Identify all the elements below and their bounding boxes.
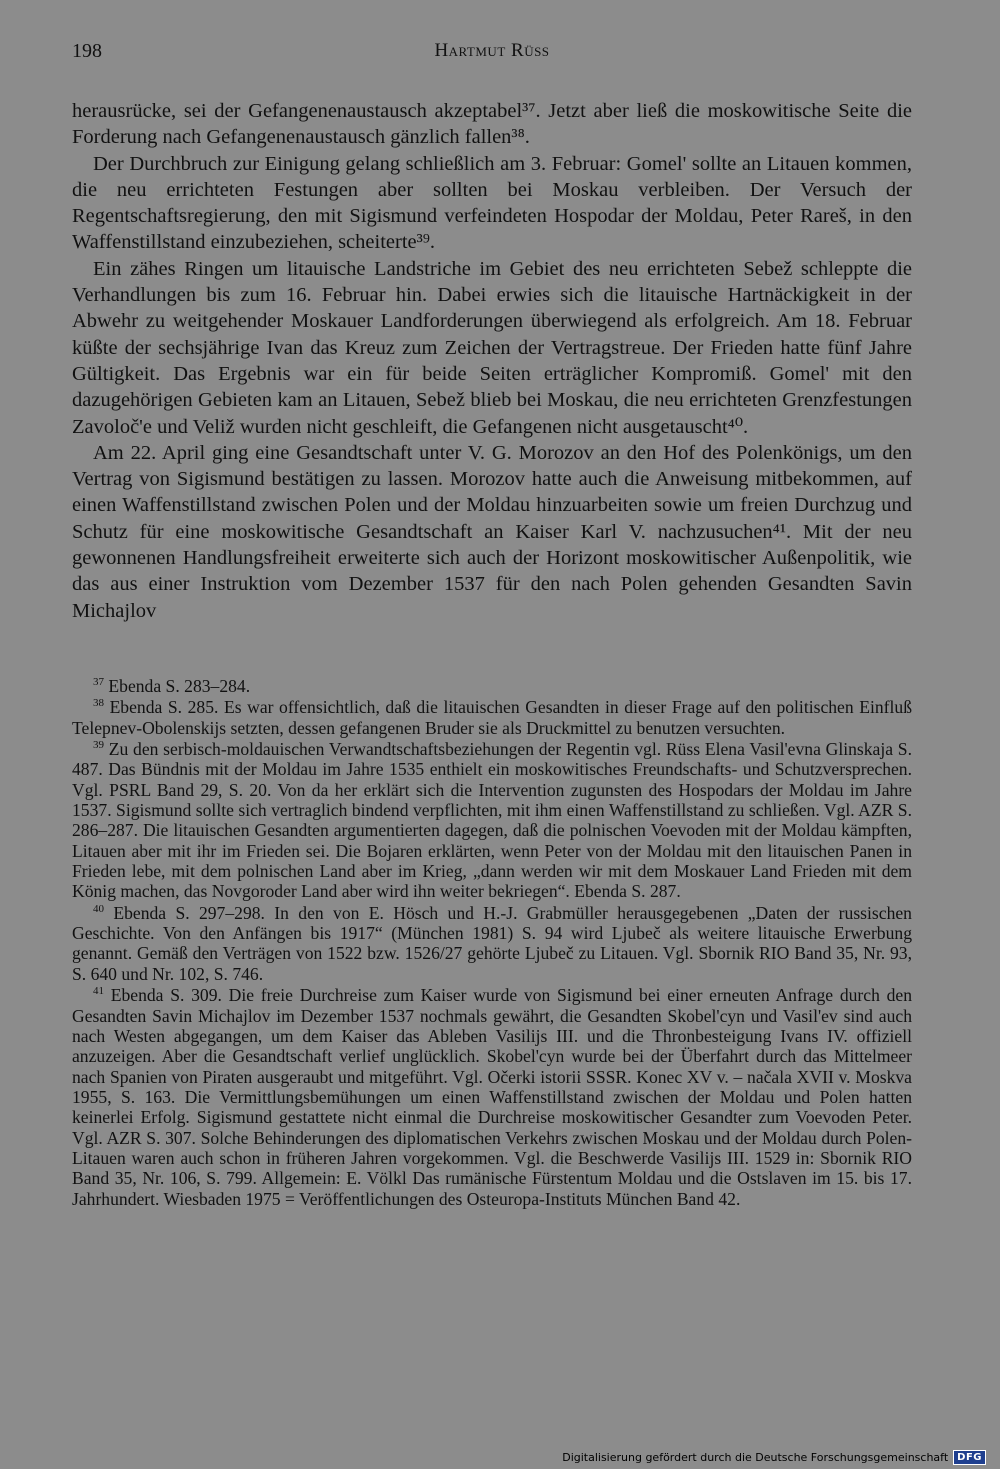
dfg-logo: DFG [953,1450,986,1465]
paragraph: Ein zähes Ringen um litauische Landstriche im Gebiet des neu errichteten Sebež schleppte die Verhandlungen bis zum 16. Februar hin. Dabei erwies sich die litauische Hartnäckigkeit in der Abwehr zu weitgehender Moskauer Landforderungen überwiegend als erfolgreich. Am 18. Februar küßte der sechsjährige Ivan das Kreuz zum Zeichen der Vertragstreue. Der Frieden hatte fünf Jahre Gültigkeit. Das Ergebnis war ein für beide Seiten erträglicher Kompromiß. Gomel' mit den dazugehörigen Gebieten kam an Litauen, Sebež blieb bei Moskau, die neu errichteten Grenzfestungen Zavoloč'e und Velіž wurden nicht geschleift, die Gefangenen nicht ausgetauscht⁴⁰. [72,257,912,438]
page-number: 198 [72,40,102,62]
footnote-number: 41 [93,985,104,998]
credit-text: Digitalisierung gefördert durch die Deutsche Forschungsgemeinschaft [562,1451,949,1464]
footnote-text: Ebenda S. 285. Es war offensichtlich, daß die litauischen Gesandten in dieser Frage auf den politischen Einfluß Telepnev-Obolenskijs setzten, dessen gefangenen Bruder sie als Druckmittel zu benutzen versuchten. [72,697,912,738]
footnote-text: Zu den serbisch-moldauischen Verwandtschaftsbeziehungen der Regentin vgl. Rüss Elena Vasil'evna Glinskaja S. 487. Das Bündnis mit der Moldau im Jahre 1535 enthielt ein moskowitisches Freundschafts- und Schutzversprechen. Vgl. PSRL Band 29, S. 20. Von da her erklärt sich die Intervention zugunsten des Hospodars der Moldau im Jahre 1537. Sigismund sollte sich vertraglich bindend verpflichten, mit ihm einen Waffenstillstand zu schließen. Vgl. AZR S. 286–287. Die litauischen Gesandten argumentierten dagegen, daß die polnischen Voevoden mit der Moldau kämpften, Litauen aber mit ihr im Frieden sei. Die Bojaren erklärten, wenn Peter von der Moldau mit den litauischen Panen in Frieden lebe, mit dem polnischen Land aber im Krieg, „dann werden wir mit dem Moskauer Land Frieden mit dem König machen, das Novgoroder Land aber wird ihn weiter bekriegen“. Ebenda S. 287. [72,739,912,902]
footnotes-section [72,676,912,1210]
footnote-text: Ebenda S. 297–298. In den von E. Hösch und H.-J. Grabmüller herausgegebenen „Daten der russischen Geschichte. Von den Anfängen bis 1917“ (München 1981) S. 94 wird Ljubeč als weitere litauische Erwerbung genannt. Gemäß den Verträgen von 1522 bzw. 1526/27 gehörte Ljubeč zu Litauen. Vgl. Sbornik RIO Band 35, Nr. 93, S. 640 und Nr. 102, S. 746. [72,902,912,984]
page-header [72,40,912,70]
footnote-text: Ebenda S. 309. Die freie Durchreise zum Kaiser wurde von Sigismund bei einer erneuten Anfrage durch den Gesandten Savin Michajlov im Dezember 1537 nochmals gewährt, die Gesandten Skobel'cyn und Vasil'ev sind auch nach Westen abgegangen, um dem Kaiser das Ableben Vasilijs III. und die Thronbesteigung Ivans IV. offiziell anzuzeigen. Aber die Gesandtschaft verlief unglücklich. Skobel'cyn wurde bei der Überfahrt durch das Mittelmeer nach Spanien von Piraten ausgeraubt und mitgeführt. Vgl. Očerki istorii SSSR. Konec XV v. – načala XVII v. Moskva 1955, S. 163. Die Vermittlungsbemühungen um einen Waffenstillstand zwischen der Moldau und Polen hatten keinerlei Erfolg. Sigismund gestattete nicht einmal die Durchreise moskowitischer Gesandter zum Voevoden Peter. Vgl. AZR S. 307. Solche Behinderungen des diplomatischen Verkehrs zwischen Moskau und der Moldau durch Polen-Litauen waren auch schon in früheren Jahren vorgekommen. Vgl. die Beschwerde Vasilijs III. 1529 in: Sbornik RIO Band 35, Nr. 106, S. 799. Allgemein: E. Völkl Das rumänische Fürstentum Moldau und die Ostslaven im 15. bis 17. Jahrhundert. Wiesbaden 1975 = Veröffentlichungen des Osteuropa-Instituts München Band 42. [72,985,912,1209]
footnote-text: Ebenda S. 283–284. [108,676,251,696]
paragraph: herausrücke, sei der Gefangenenaustausch akzeptabel³⁷. Jetzt aber ließ die moskowitische Seite die Forderung nach Gefangenenaustausch gänzlich fallen³⁸. [72,100,912,149]
footnote [72,676,912,696]
footnote [72,903,912,984]
paragraph: Der Durchbruch zur Einigung gelang schließlich am 3. Februar: Gomel' sollte an Litauen kommen, die neu errichteten Festungen aber sollten bei Moskau verbleiben. Der Versuch der Regentschaftsregierung, den mit Sigismund verfeindeten Hospodar der Moldau, Peter Rareš, in den Waffenstillstand einzubeziehen, scheiterte³⁹. [72,152,912,254]
footnote-number: 38 [93,697,104,710]
paragraph: Am 22. April ging eine Gesandtschaft unter V. G. Morozov an den Hof des Polenkönigs, um den Vertrag von Sigismund bestätigen zu lassen. Morozov hatte auch die Anweisung mitbekommen, auf einen Waffenstillstand zwischen Polen und der Moldau hinzuarbeiten sowie um freien Durchzug und Schutz für eine moskowitische Gesandtschaft an Kaiser Karl V. nachzusuchen⁴¹. Mit der neu gewonnenen Handlungsfreiheit erweiterte sich auch der Horizont moskowitischer Außenpolitik, wie das aus einer Instruktion vom Dezember 1537 für den nach Polen gehenden Gesandten Savin Michajlov [72,441,912,622]
footnote [72,697,912,738]
footnote-number: 39 [93,739,104,752]
footnote-number: 37 [93,676,104,689]
running-head: Hartmut Rüss [434,40,550,61]
digitization-credit [562,1450,986,1465]
footnote [72,985,912,1209]
footnote-number: 40 [93,902,104,915]
main-text [72,98,912,624]
footnote [72,739,912,902]
